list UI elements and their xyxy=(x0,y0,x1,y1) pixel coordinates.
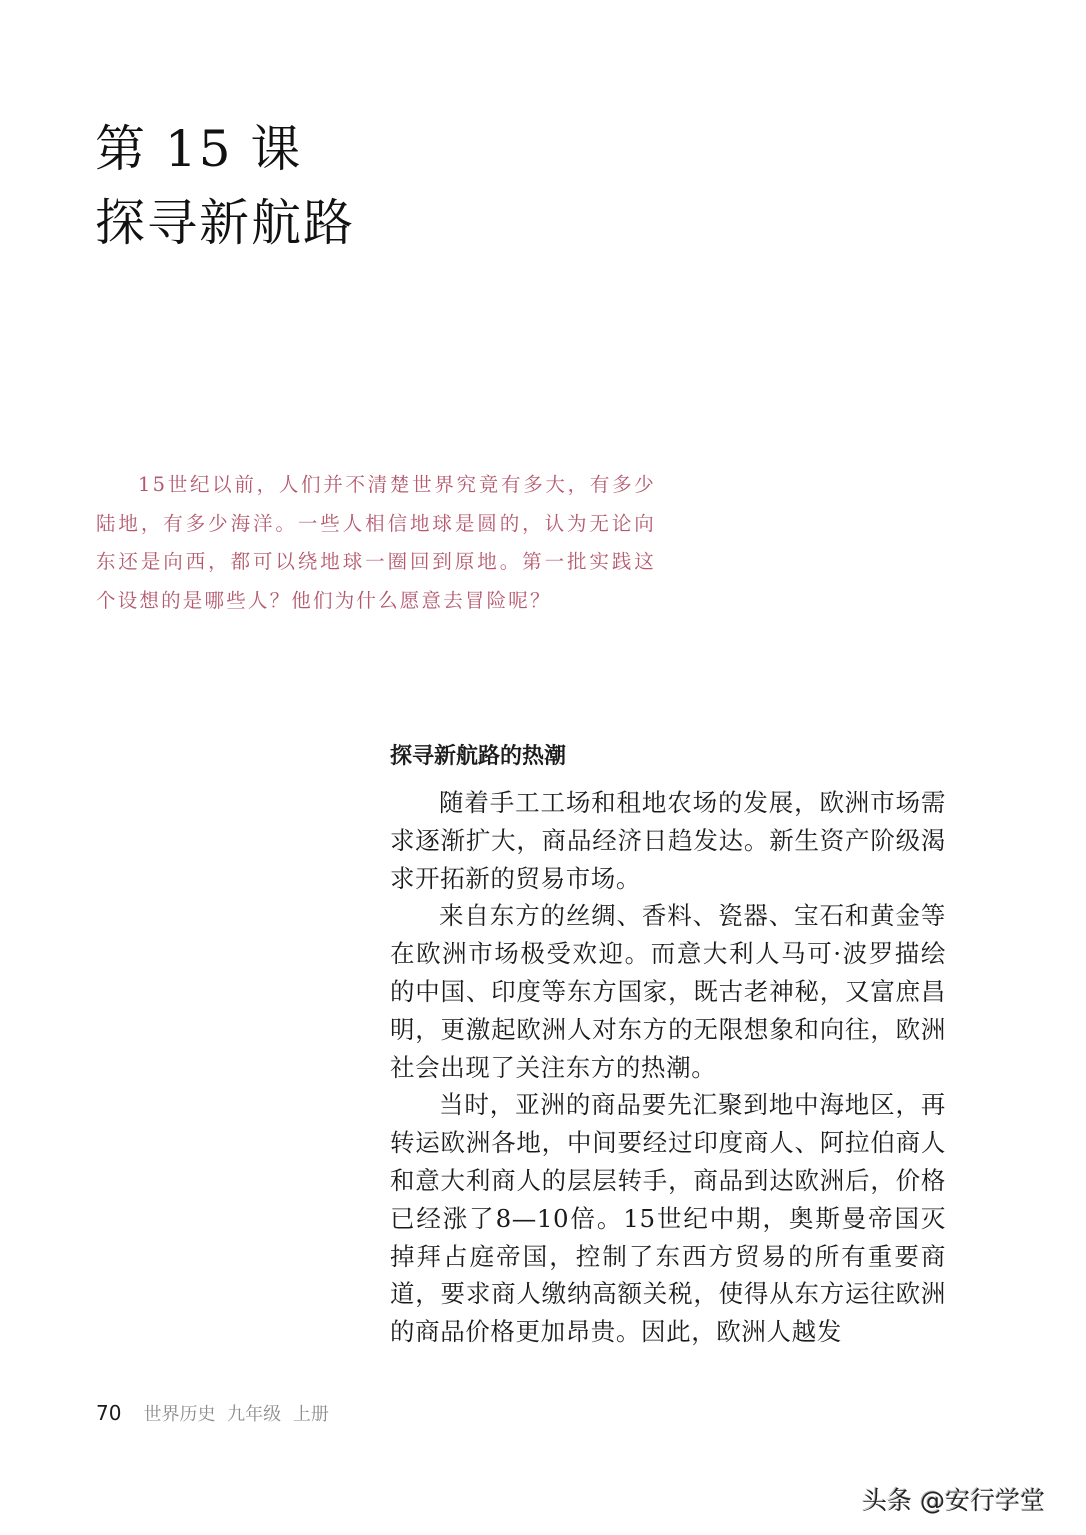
lesson-name: 探寻新航路 xyxy=(95,194,355,252)
lesson-title xyxy=(95,112,355,260)
paragraph: 随着手工工场和租地农场的发展，欧洲市场需求逐渐扩大，商品经济日趋发达。新生资产阶级渴求开拓新的贸易市场。 xyxy=(390,788,946,893)
watermark: 头条 @安行学堂 xyxy=(862,1486,1045,1515)
book-title: 世界历史 九年级 上册 xyxy=(143,1404,329,1425)
lesson-intro: 15世纪以前，人们并不清楚世界究竟有多大，有多少陆地，有多少海洋。一些人相信地球是圆的，认为无论向东还是向西，都可以绕地球一圈回到原地。第一批实践这个设想的是哪些人？他们为什么愿意去冒险呢？ xyxy=(96,473,656,612)
page-footer xyxy=(96,1400,329,1426)
paragraph: 当时，亚洲的商品要先汇聚到地中海地区，再转运欧洲各地，中间要经过印度商人、阿拉伯商人和意大利商人的层层转手，商品到达欧洲后，价格已经涨了8—10倍。15世纪中期，奥斯曼帝国灭掉拜占庭帝国，控制了东西方贸易的所有重要商道，要求商人缴纳高额关税，使得从东方运往欧洲的商品价格更加昂贵。因此，欧洲人越发 xyxy=(390,1090,946,1347)
lesson-number: 第 15 课 xyxy=(95,120,303,178)
section-heading: 探寻新航路的热潮 xyxy=(390,744,567,769)
section-new-routes xyxy=(390,738,946,1351)
paragraph: 来自东方的丝绸、香料、瓷器、宝石和黄金等在欧洲市场极受欢迎。而意大利人马可·波罗描绘的中国、印度等东方国家，既古老神秘，又富庶昌明，更激起欧洲人对东方的无限想象和向往，欧洲社会出现了关注东方的热潮。 xyxy=(390,901,946,1082)
page-number: 70 xyxy=(96,1401,122,1425)
